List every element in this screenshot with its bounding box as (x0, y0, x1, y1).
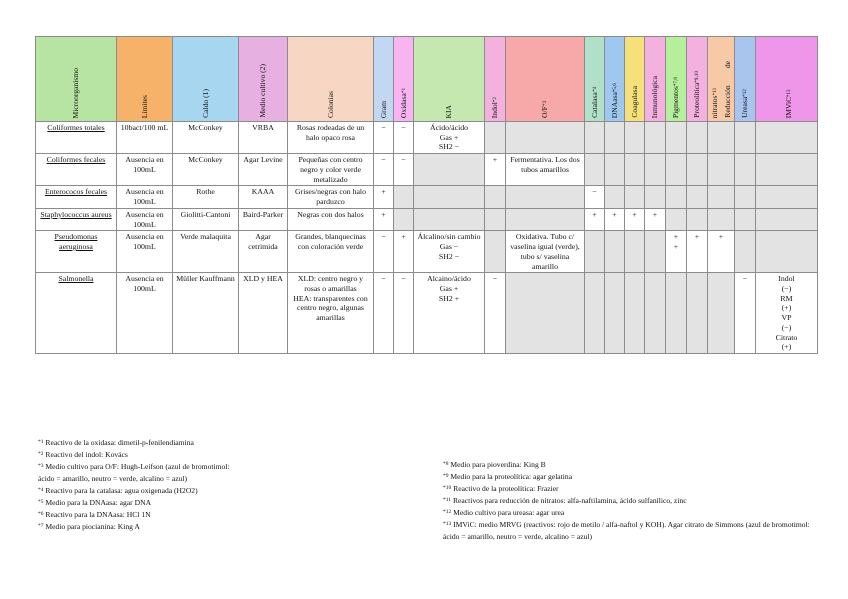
cell-catalasa (585, 154, 605, 186)
cell-imvic (756, 154, 818, 186)
footnote (443, 519, 823, 543)
footnote-marker: *2 (38, 451, 44, 457)
header-catalasa: Catalasa*4 (585, 37, 605, 122)
table-row (36, 273, 818, 354)
cell-medio: Agar Levine (239, 154, 288, 186)
footnote-text: Reactivo del indol: Kovács (45, 450, 128, 459)
cell-oxidasa (394, 186, 414, 208)
footnote (38, 449, 418, 461)
cell-colonias: Rosas rodeadas de un halo opaco rosa (288, 122, 374, 154)
footnote-text: Medio cultivo para ureasa: agar urea (453, 508, 565, 517)
footnote-marker: *7 (38, 523, 44, 529)
cell-proteolitica (687, 122, 708, 154)
header-row (36, 37, 818, 122)
cell-caldo: Giolitti-Cantoni (173, 208, 239, 230)
cell-limites: 10bact/100 mL (117, 122, 173, 154)
footnote-text: Medio para piocianina: King A (45, 522, 140, 531)
cell-limites: Ausencia en 100mL (117, 186, 173, 208)
cell-limites: Ausencia en 100mL (117, 231, 173, 273)
cell-proteolitica: + (687, 231, 708, 273)
cell-indol (485, 231, 506, 273)
header-proteolitica: Proteolítica*9,10 (687, 37, 708, 122)
cell-proteolitica (687, 273, 708, 354)
cell-of (506, 186, 585, 208)
cell-of: Oxidativa. Tubo c/ vaselina igual (verde), tubo s/ vaselina amarillo (506, 231, 585, 273)
footnote (38, 437, 418, 449)
cell-limites: Ausencia en 100mL (117, 208, 173, 230)
cell-gram: − (374, 231, 394, 273)
cell-coagulasa (625, 122, 645, 154)
footnote-marker: *1 (38, 439, 44, 445)
cell-caldo: McConkey (173, 154, 239, 186)
header-ureasa: Ureasa*12 (735, 37, 756, 122)
footnote (443, 471, 823, 483)
footnote-marker: *11 (443, 497, 452, 503)
cell-imvic: Indol (−) RM (+) VP (−) Citrato (+) (756, 273, 818, 354)
footnote-text: Reactivo de la proteolítica: Frazier (453, 484, 559, 493)
cell-colonias: Pequeñas con centro negro y color verde metalizado (288, 154, 374, 186)
footnote (443, 483, 823, 495)
footnote-marker: *9 (443, 473, 449, 479)
footnote-text: ácido = amarillo, neutro = verde, alcalino = azul) (38, 474, 188, 483)
footnote-marker: *3 (38, 463, 44, 469)
footnote (443, 507, 823, 519)
cell-reduccion (708, 208, 735, 230)
footnote (38, 509, 418, 521)
cell-kia: Alcaino/ácido Gas + SH2 + (414, 273, 485, 354)
header-medio-cultivo: Medio cultivo (2) (239, 37, 288, 122)
footnote (38, 461, 418, 473)
cell-caldo: Rothe (173, 186, 239, 208)
footnote (38, 497, 418, 509)
cell-pigmentos (666, 154, 687, 186)
cell-inmunologica: + (645, 208, 666, 230)
cell-indol (485, 208, 506, 230)
cell-caldo: Müller Kauffmann (173, 273, 239, 354)
cell-catalasa: + (585, 208, 605, 230)
header-microorganismo: Microorganismo (36, 37, 117, 122)
footnote (443, 495, 823, 507)
cell-catalasa (585, 231, 605, 273)
cell-reduccion (708, 122, 735, 154)
cell-medio: KAAA (239, 186, 288, 208)
cell-proteolitica (687, 186, 708, 208)
header-caldo: Caldo (1) (173, 37, 239, 122)
cell-indol (485, 186, 506, 208)
cell-gram: + (374, 186, 394, 208)
cell-pigmentos (666, 122, 687, 154)
cell-pigmentos (666, 208, 687, 230)
cell-org: Pseudomonas aeruginosa (36, 231, 117, 273)
cell-dnaasa (605, 122, 625, 154)
cell-oxidasa: − (394, 122, 414, 154)
cell-medio: XLD y HEA (239, 273, 288, 354)
cell-caldo: Verde malaquita (173, 231, 239, 273)
cell-ureasa (735, 154, 756, 186)
cell-inmunologica (645, 231, 666, 273)
cell-pigmentos (666, 273, 687, 354)
footnote-text: Reactivos para reducción de nitratos: alfa-naftilamina, ácido sulfanílico, zinc (452, 496, 687, 505)
cell-coagulasa (625, 273, 645, 354)
cell-ureasa: − (735, 273, 756, 354)
footnote-marker: *13 (443, 521, 452, 527)
cell-pigmentos (666, 186, 687, 208)
footnote-text: Reactivo para la catalasa: agua oxigenada (H2O2) (45, 486, 198, 495)
cell-pigmentos: + + (666, 231, 687, 273)
footnote (38, 473, 418, 485)
cell-dnaasa: + (605, 208, 625, 230)
footnote-marker: *5 (38, 499, 44, 505)
cell-dnaasa (605, 273, 625, 354)
cell-ureasa (735, 208, 756, 230)
footnote-marker: *4 (38, 487, 44, 493)
cell-org: Coliformes totales (36, 122, 117, 154)
footnote-marker: *10 (443, 485, 452, 491)
cell-kia (414, 186, 485, 208)
footnote-text: Reactivo para la DNAasa: HCl 1N (45, 510, 151, 519)
footnote-text: Medio para pioverdina: King B (450, 460, 546, 469)
header-of: O/F*3 (506, 37, 585, 122)
cell-dnaasa (605, 154, 625, 186)
cell-org: Staphylococcus aureus (36, 208, 117, 230)
cell-medio: VRBA (239, 122, 288, 154)
microorganism-table (35, 36, 818, 354)
cell-ureasa (735, 122, 756, 154)
cell-colonias: XLD: centro negro y rosas o amarillas HEA: transparentes con centro negro, algunas amarillas (288, 273, 374, 354)
cell-dnaasa (605, 231, 625, 273)
cell-oxidasa: − (394, 154, 414, 186)
cell-imvic (756, 208, 818, 230)
cell-inmunologica (645, 154, 666, 186)
header-pigmentos: Pigmentos*7,8 (666, 37, 687, 122)
footnote-marker: *12 (443, 509, 452, 515)
cell-catalasa (585, 122, 605, 154)
footnote (38, 485, 418, 497)
cell-reduccion (708, 273, 735, 354)
cell-proteolitica (687, 154, 708, 186)
cell-catalasa (585, 273, 605, 354)
header-reduccion-nitratos: nitratos*11 Reducción de (708, 37, 735, 122)
cell-coagulasa (625, 186, 645, 208)
cell-of (506, 122, 585, 154)
cell-kia (414, 208, 485, 230)
cell-kia: Ácido/ácido Gas + SH2 − (414, 122, 485, 154)
cell-imvic (756, 231, 818, 273)
footnotes-left (38, 437, 418, 533)
header-inmunologica: Inmunológica (645, 37, 666, 122)
cell-coagulasa (625, 154, 645, 186)
table-row (36, 231, 818, 273)
cell-kia: Álcalino/sin cambio Gas − SH2 − (414, 231, 485, 273)
cell-of: Fermentativa. Los dos tubos amarillos (506, 154, 585, 186)
cell-reduccion (708, 154, 735, 186)
cell-colonias: Grandes, blanquecinas con coloración verde (288, 231, 374, 273)
cell-of (506, 208, 585, 230)
footnote-text: Reactivo de la oxidasa: dimetil-p-fenilendiamina (45, 438, 194, 447)
cell-reduccion (708, 186, 735, 208)
footnote-text: Medio para la DNAasa: agar DNA (45, 498, 152, 507)
header-imvic: IMViC*13 (756, 37, 818, 122)
footnote (38, 521, 418, 533)
footnote-text: IMViC: medio MRVG (reactivos: rojo de metilo / alfa-naftol y KOH). Agar citrato de Simmons (azul de bromotimol: ácido = amarillo, neutro = verde, alcalino = azul) (443, 520, 810, 541)
cell-proteolitica (687, 208, 708, 230)
cell-imvic (756, 186, 818, 208)
header-kia: KIA (414, 37, 485, 122)
cell-oxidasa (394, 208, 414, 230)
footnote-text: Medio para la proteolítica: agar gelatina (450, 472, 573, 481)
cell-indol: + (485, 154, 506, 186)
cell-of (506, 273, 585, 354)
cell-indol (485, 122, 506, 154)
footnote-marker: *6 (38, 511, 44, 517)
cell-gram: − (374, 273, 394, 354)
cell-inmunologica (645, 186, 666, 208)
cell-org: Salmonella (36, 273, 117, 354)
cell-indol: − (485, 273, 506, 354)
cell-org: Coliformes fecales (36, 154, 117, 186)
cell-limites: Ausencia en 100mL (117, 273, 173, 354)
cell-colonias: Grises/negras con halo parduzco (288, 186, 374, 208)
cell-limites: Ausencia en 100mL (117, 154, 173, 186)
header-dnaasa: DNAasa*5,6 (605, 37, 625, 122)
cell-org: Enterococos fecales (36, 186, 117, 208)
cell-medio: Agar cetrimida (239, 231, 288, 273)
table-row (36, 208, 818, 230)
footnote (443, 459, 823, 471)
cell-reduccion: + (708, 231, 735, 273)
cell-colonias: Negras con dos halos (288, 208, 374, 230)
cell-kia (414, 154, 485, 186)
table-row (36, 122, 818, 154)
cell-ureasa (735, 186, 756, 208)
cell-coagulasa (625, 231, 645, 273)
cell-gram: − (374, 122, 394, 154)
cell-dnaasa (605, 186, 625, 208)
cell-oxidasa: + (394, 231, 414, 273)
header-colonias: Colonias (288, 37, 374, 122)
cell-ureasa (735, 231, 756, 273)
cell-imvic (756, 122, 818, 154)
table-row (36, 186, 818, 208)
header-limites: Límites (117, 37, 173, 122)
cell-oxidasa: − (394, 273, 414, 354)
header-indol: Indol*2 (485, 37, 506, 122)
cell-inmunologica (645, 273, 666, 354)
footnote-text: Medio cultivo para O/F: Hugh-Leifson (azul de bromotimol: (45, 462, 230, 471)
header-oxidasa: Oxidasa*1 (394, 37, 414, 122)
footnote-marker: *8 (443, 461, 449, 467)
cell-coagulasa: + (625, 208, 645, 230)
cell-gram: + (374, 208, 394, 230)
cell-medio: Baird-Parker (239, 208, 288, 230)
header-coagulasa: Coagulasa (625, 37, 645, 122)
cell-inmunologica (645, 122, 666, 154)
cell-caldo: McConkey (173, 122, 239, 154)
cell-gram: − (374, 154, 394, 186)
footnotes-right (443, 459, 823, 543)
header-gram: Gram (374, 37, 394, 122)
table-row (36, 154, 818, 186)
cell-catalasa: − (585, 186, 605, 208)
